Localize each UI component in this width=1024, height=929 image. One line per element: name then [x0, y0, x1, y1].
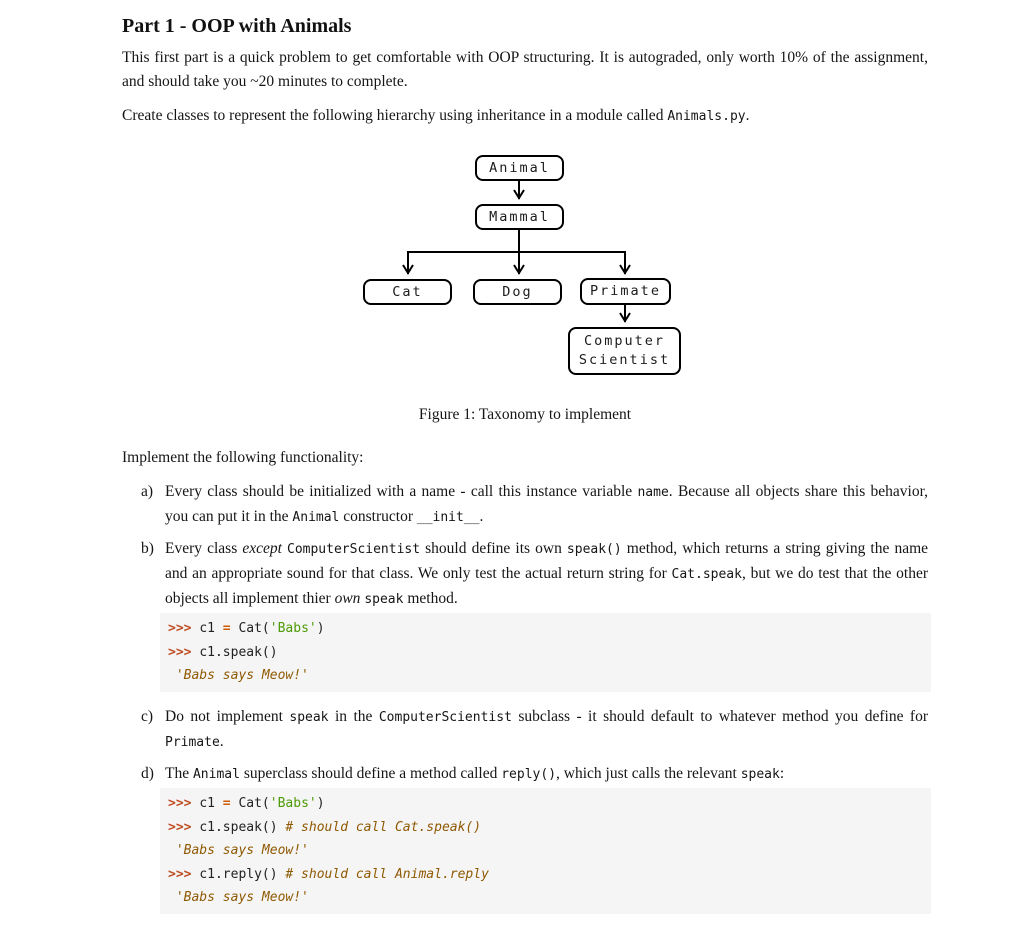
list-item-d-text: The Animal superclass should define a method called reply(), which just calls the relevant speak: [165, 765, 785, 782]
implement-intro: Implement the following functionality: [122, 449, 364, 466]
diagram-node-primate [580, 278, 671, 305]
list-item-c-text: Do not implement speak in the ComputerScientist subclass - it should default to whatever method you define for Primate. [165, 708, 928, 750]
intro-paragraph-1: This first part is a quick problem to get comfortable with OOP structuring. It is autograded, only worth 10% of the assignment, and should take you ~20 minutes to complete. [122, 49, 928, 90]
diagram-node-cs-label-line1: Computer [583, 333, 666, 349]
list-item-b [122, 537, 928, 612]
diagram-node-cat-label: Cat [392, 283, 423, 300]
list-item-a [122, 480, 928, 530]
list-item-d-label: d) [141, 765, 154, 782]
list-item-c [122, 705, 928, 755]
diagram-node-cat [363, 279, 452, 305]
diagram-node-mammal-label: Mammal [489, 208, 550, 225]
diagram-node-cs-label-line2: Scientist [578, 352, 671, 368]
list-item-a-text: Every class should be initialized with a name - call this instance variable name. Because all objects share this behavior, you can put it in the Animal constructor __init__. [165, 483, 928, 525]
list-item-c-label: c) [141, 708, 154, 725]
diagram-node-mammal [475, 204, 564, 230]
diagram-node-dog-label: Dog [502, 283, 533, 300]
code-block-1: >>> c1 = Cat('Babs') >>> c1.speak() 'Babs says Meow!' [160, 613, 931, 692]
diagram-node-primate-label: Primate [590, 283, 661, 299]
diagram-node-animal [475, 155, 564, 181]
figure-caption: Figure 1: Taxonomy to implement [418, 406, 632, 423]
list-item-b-label: b) [141, 540, 154, 557]
diagram-connectors [0, 153, 1024, 385]
diagram-node-dog [473, 279, 562, 305]
list-item-b-text: Every class except ComputerScientist should define its own speak() method, which returns a string giving the name and an appropriate sound for that class. We only test the actual return string for Cat.speak, but we do test that the other objects all implement thier own speak method. [165, 540, 929, 607]
section-title: Part 1 - OOP with Animals [122, 15, 352, 37]
diagram-node-computer-scientist [568, 327, 681, 375]
list-item-a-label: a) [141, 483, 154, 500]
list-item-d [122, 762, 928, 787]
code-block-2: >>> c1 = Cat('Babs') >>> c1.speak() # should call Cat.speak() 'Babs says Meow!' >>> c1.reply() # should call Animal.reply 'Babs says Meow!' [160, 788, 931, 914]
intro-paragraph-2: Create classes to represent the following hierarchy using inheritance in a module called Animals.py. [122, 107, 750, 124]
diagram-node-animal-label: Animal [489, 159, 550, 176]
taxonomy-diagram [0, 153, 1024, 385]
